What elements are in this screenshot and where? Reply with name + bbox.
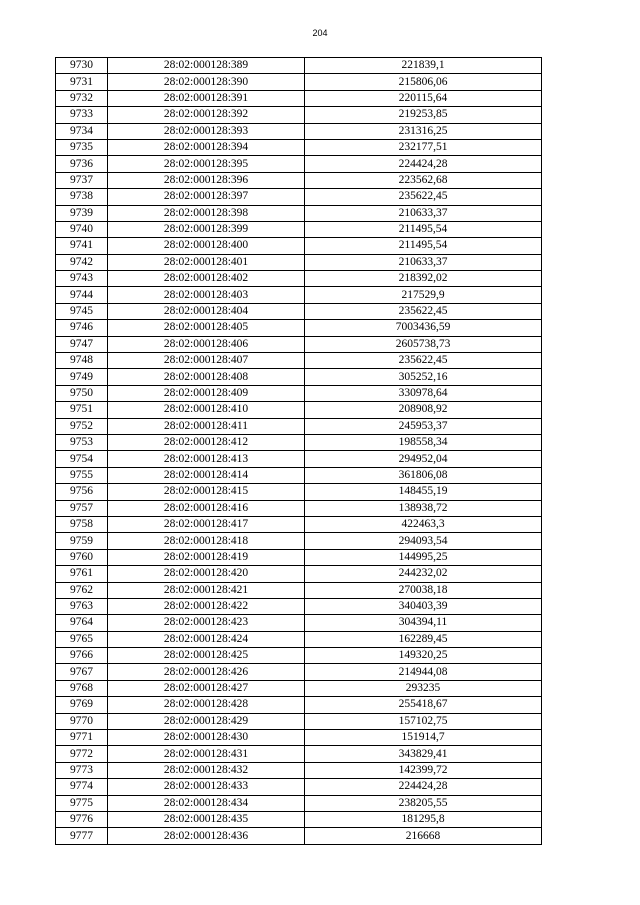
table-row: [56, 107, 542, 123]
value-cell: 244232,02: [305, 566, 542, 582]
cadastral-number-cell: 28:02:000128:405: [108, 320, 305, 336]
value-cell: 235622,45: [305, 303, 542, 319]
cadastral-number-cell: 28:02:000128:410: [108, 402, 305, 418]
row-number-cell: 9769: [56, 697, 108, 713]
cadastral-number-cell: 28:02:000128:427: [108, 680, 305, 696]
table-row: [56, 287, 542, 303]
table-row: [56, 139, 542, 155]
row-number-cell: 9732: [56, 90, 108, 106]
cadastral-number-cell: 28:02:000128:415: [108, 484, 305, 500]
table-row: [56, 500, 542, 516]
value-cell: 235622,45: [305, 353, 542, 369]
value-cell: 293235: [305, 680, 542, 696]
table-row: [56, 795, 542, 811]
row-number-cell: 9741: [56, 238, 108, 254]
cadastral-number-cell: 28:02:000128:402: [108, 271, 305, 287]
table-row: [56, 582, 542, 598]
value-cell: 270038,18: [305, 582, 542, 598]
table-row: [56, 434, 542, 450]
row-number-cell: 9772: [56, 746, 108, 762]
table-row: [56, 385, 542, 401]
table-row: [56, 402, 542, 418]
table-row: [56, 680, 542, 696]
cadastral-number-cell: 28:02:000128:389: [108, 58, 305, 74]
table-row: [56, 271, 542, 287]
cadastral-table: [55, 57, 542, 845]
cadastral-number-cell: 28:02:000128:423: [108, 615, 305, 631]
cadastral-number-cell: 28:02:000128:421: [108, 582, 305, 598]
row-number-cell: 9770: [56, 713, 108, 729]
value-cell: 238205,55: [305, 795, 542, 811]
table-row: [56, 172, 542, 188]
cadastral-number-cell: 28:02:000128:399: [108, 221, 305, 237]
cadastral-number-cell: 28:02:000128:394: [108, 139, 305, 155]
row-number-cell: 9743: [56, 271, 108, 287]
row-number-cell: 9748: [56, 353, 108, 369]
row-number-cell: 9750: [56, 385, 108, 401]
value-cell: 305252,16: [305, 369, 542, 385]
row-number-cell: 9746: [56, 320, 108, 336]
cadastral-number-cell: 28:02:000128:407: [108, 353, 305, 369]
row-number-cell: 9753: [56, 434, 108, 450]
table-row: [56, 58, 542, 74]
table-row: [56, 648, 542, 664]
value-cell: 217529,9: [305, 287, 542, 303]
table-row: [56, 74, 542, 90]
cadastral-number-cell: 28:02:000128:428: [108, 697, 305, 713]
cadastral-number-cell: 28:02:000128:404: [108, 303, 305, 319]
table-row: [56, 156, 542, 172]
page-number: 204: [312, 28, 328, 38]
cadastral-number-cell: 28:02:000128:433: [108, 779, 305, 795]
cadastral-number-cell: 28:02:000128:406: [108, 336, 305, 352]
cadastral-number-cell: 28:02:000128:414: [108, 467, 305, 483]
cadastral-number-cell: 28:02:000128:393: [108, 123, 305, 139]
row-number-cell: 9777: [56, 828, 108, 844]
row-number-cell: 9762: [56, 582, 108, 598]
row-number-cell: 9767: [56, 664, 108, 680]
cadastral-number-cell: 28:02:000128:426: [108, 664, 305, 680]
row-number-cell: 9752: [56, 418, 108, 434]
cadastral-number-cell: 28:02:000128:424: [108, 631, 305, 647]
row-number-cell: 9766: [56, 648, 108, 664]
table-row: [56, 664, 542, 680]
row-number-cell: 9744: [56, 287, 108, 303]
value-cell: 215806,06: [305, 74, 542, 90]
table-row: [56, 713, 542, 729]
cadastral-number-cell: 28:02:000128:434: [108, 795, 305, 811]
row-number-cell: 9754: [56, 451, 108, 467]
row-number-cell: 9733: [56, 107, 108, 123]
value-cell: 151914,7: [305, 730, 542, 746]
value-cell: 148455,19: [305, 484, 542, 500]
row-number-cell: 9738: [56, 189, 108, 205]
table-row: [56, 533, 542, 549]
table-row: [56, 369, 542, 385]
cadastral-number-cell: 28:02:000128:400: [108, 238, 305, 254]
cadastral-number-cell: 28:02:000128:412: [108, 434, 305, 450]
row-number-cell: 9776: [56, 811, 108, 827]
table-row: [56, 353, 542, 369]
cadastral-number-cell: 28:02:000128:403: [108, 287, 305, 303]
table-row: [56, 205, 542, 221]
row-number-cell: 9734: [56, 123, 108, 139]
value-cell: 294952,04: [305, 451, 542, 467]
value-cell: 208908,92: [305, 402, 542, 418]
value-cell: 219253,85: [305, 107, 542, 123]
value-cell: 181295,8: [305, 811, 542, 827]
row-number-cell: 9730: [56, 58, 108, 74]
cadastral-number-cell: 28:02:000128:425: [108, 648, 305, 664]
row-number-cell: 9759: [56, 533, 108, 549]
value-cell: 224424,28: [305, 156, 542, 172]
value-cell: 340403,39: [305, 598, 542, 614]
row-number-cell: 9747: [56, 336, 108, 352]
table-row: [56, 123, 542, 139]
table-row: [56, 303, 542, 319]
value-cell: 211495,54: [305, 238, 542, 254]
cadastral-number-cell: 28:02:000128:390: [108, 74, 305, 90]
table-row: [56, 238, 542, 254]
cadastral-number-cell: 28:02:000128:413: [108, 451, 305, 467]
cadastral-number-cell: 28:02:000128:429: [108, 713, 305, 729]
table-row: [56, 730, 542, 746]
row-number-cell: 9735: [56, 139, 108, 155]
cadastral-number-cell: 28:02:000128:436: [108, 828, 305, 844]
row-number-cell: 9761: [56, 566, 108, 582]
table-row: [56, 189, 542, 205]
value-cell: 218392,02: [305, 271, 542, 287]
value-cell: 144995,25: [305, 549, 542, 565]
row-number-cell: 9756: [56, 484, 108, 500]
table-row: [56, 811, 542, 827]
cadastral-number-cell: 28:02:000128:430: [108, 730, 305, 746]
value-cell: 343829,41: [305, 746, 542, 762]
table-row: [56, 484, 542, 500]
table-row: [56, 762, 542, 778]
value-cell: 294093,54: [305, 533, 542, 549]
cadastral-number-cell: 28:02:000128:431: [108, 746, 305, 762]
row-number-cell: 9773: [56, 762, 108, 778]
value-cell: 210633,37: [305, 254, 542, 270]
table-row: [56, 746, 542, 762]
value-cell: 245953,37: [305, 418, 542, 434]
row-number-cell: 9739: [56, 205, 108, 221]
cadastral-number-cell: 28:02:000128:401: [108, 254, 305, 270]
cadastral-number-cell: 28:02:000128:419: [108, 549, 305, 565]
table-row: [56, 320, 542, 336]
table-row: [56, 566, 542, 582]
table-row: [56, 697, 542, 713]
row-number-cell: 9745: [56, 303, 108, 319]
table-row: [56, 336, 542, 352]
value-cell: 235622,45: [305, 189, 542, 205]
row-number-cell: 9774: [56, 779, 108, 795]
value-cell: 216668: [305, 828, 542, 844]
table-row: [56, 779, 542, 795]
value-cell: 330978,64: [305, 385, 542, 401]
cadastral-number-cell: 28:02:000128:417: [108, 516, 305, 532]
value-cell: 232177,51: [305, 139, 542, 155]
value-cell: 231316,25: [305, 123, 542, 139]
cadastral-number-cell: 28:02:000128:397: [108, 189, 305, 205]
table-row: [56, 828, 542, 844]
value-cell: 223562,68: [305, 172, 542, 188]
cadastral-number-cell: 28:02:000128:420: [108, 566, 305, 582]
row-number-cell: 9765: [56, 631, 108, 647]
cadastral-number-cell: 28:02:000128:435: [108, 811, 305, 827]
row-number-cell: 9740: [56, 221, 108, 237]
cadastral-number-cell: 28:02:000128:396: [108, 172, 305, 188]
cadastral-number-cell: 28:02:000128:409: [108, 385, 305, 401]
cadastral-number-cell: 28:02:000128:422: [108, 598, 305, 614]
row-number-cell: 9749: [56, 369, 108, 385]
row-number-cell: 9771: [56, 730, 108, 746]
value-cell: 157102,75: [305, 713, 542, 729]
row-number-cell: 9768: [56, 680, 108, 696]
table-row: [56, 549, 542, 565]
value-cell: 142399,72: [305, 762, 542, 778]
cadastral-number-cell: 28:02:000128:392: [108, 107, 305, 123]
row-number-cell: 9755: [56, 467, 108, 483]
row-number-cell: 9751: [56, 402, 108, 418]
table-row: [56, 615, 542, 631]
table-row: [56, 90, 542, 106]
value-cell: 210633,37: [305, 205, 542, 221]
cadastral-number-cell: 28:02:000128:395: [108, 156, 305, 172]
table-row: [56, 631, 542, 647]
row-number-cell: 9764: [56, 615, 108, 631]
value-cell: 2605738,73: [305, 336, 542, 352]
cadastral-number-cell: 28:02:000128:418: [108, 533, 305, 549]
value-cell: 304394,11: [305, 615, 542, 631]
row-number-cell: 9737: [56, 172, 108, 188]
value-cell: 214944,08: [305, 664, 542, 680]
cadastral-number-cell: 28:02:000128:398: [108, 205, 305, 221]
value-cell: 198558,34: [305, 434, 542, 450]
cadastral-number-cell: 28:02:000128:391: [108, 90, 305, 106]
table-row: [56, 467, 542, 483]
value-cell: 211495,54: [305, 221, 542, 237]
row-number-cell: 9736: [56, 156, 108, 172]
cadastral-number-cell: 28:02:000128:411: [108, 418, 305, 434]
value-cell: 149320,25: [305, 648, 542, 664]
row-number-cell: 9775: [56, 795, 108, 811]
table-row: [56, 418, 542, 434]
cadastral-number-cell: 28:02:000128:416: [108, 500, 305, 516]
table-row: [56, 598, 542, 614]
value-cell: 221839,1: [305, 58, 542, 74]
value-cell: 138938,72: [305, 500, 542, 516]
row-number-cell: 9763: [56, 598, 108, 614]
value-cell: 224424,28: [305, 779, 542, 795]
value-cell: 361806,08: [305, 467, 542, 483]
row-number-cell: 9731: [56, 74, 108, 90]
table-row: [56, 221, 542, 237]
table-row: [56, 254, 542, 270]
table-row: [56, 451, 542, 467]
value-cell: 220115,64: [305, 90, 542, 106]
value-cell: 255418,67: [305, 697, 542, 713]
row-number-cell: 9742: [56, 254, 108, 270]
table-row: [56, 516, 542, 532]
value-cell: 422463,3: [305, 516, 542, 532]
row-number-cell: 9760: [56, 549, 108, 565]
row-number-cell: 9758: [56, 516, 108, 532]
cadastral-number-cell: 28:02:000128:432: [108, 762, 305, 778]
cadastral-number-cell: 28:02:000128:408: [108, 369, 305, 385]
value-cell: 7003436,59: [305, 320, 542, 336]
value-cell: 162289,45: [305, 631, 542, 647]
table-body: [56, 58, 542, 845]
row-number-cell: 9757: [56, 500, 108, 516]
